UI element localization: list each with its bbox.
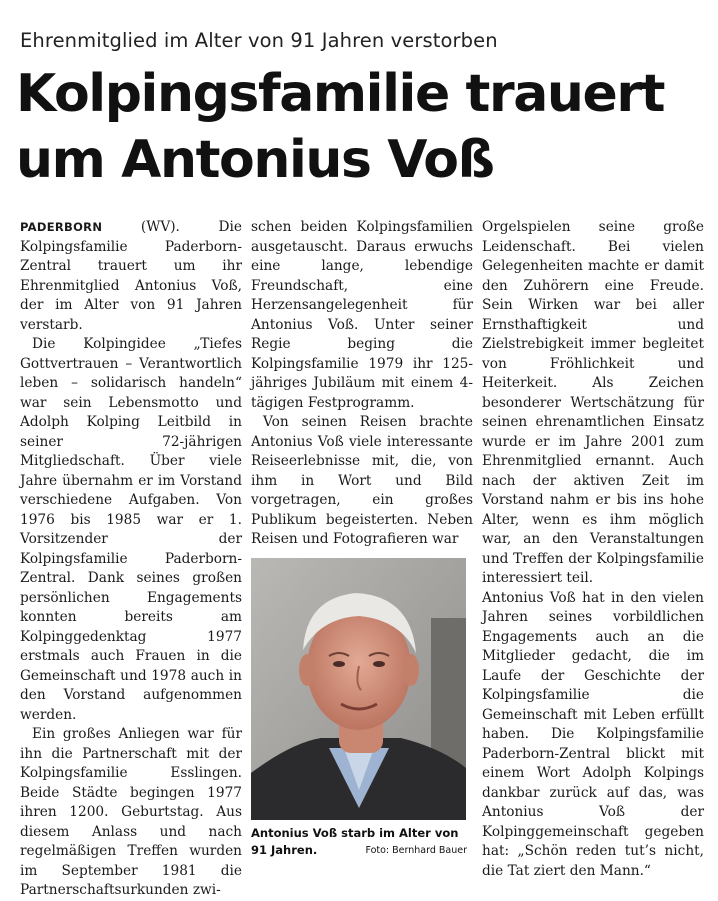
paragraph: Von seinen Reisen brachte Antonius Voß viele interessante Reiseerlebnisse mit, die, von ihm in Wort und Bild vorgetragen, ein großes Publikum begeisterten. Neben Reisen und Fotografieren war <box>251 414 473 547</box>
paragraph: Ein großes Anliegen war für ihn die Partnerschaft mit der Kolpingsfamilie Esslingen. Beide Städte begingen 1977 ihren 1200. Geburtstag. Aus diesem Anlass und nach regelmäßigen Treffen wurden im September 1981 die Partnerschaftsurkunden zwi- <box>20 726 242 898</box>
paragraph-text: (WV). Die Kolpingsfamilie Paderborn-Zentral trauert um ihr Ehrenmitglied Antonius Voß, der im Alter von 91 Jahren verstarb. <box>20 219 242 333</box>
headline-line-1: Kolpingsfamilie trauert <box>16 64 665 124</box>
dateline: PADERBORN <box>20 220 103 234</box>
paragraph: Die Kolpingidee „Tiefes Gottvertrauen – Verantwortlich leben – solidarisch handeln“ war sein Lebensmotto und Adolph Kolping Leitbild in seiner 72-jährigen Mitgliedschaft. Über viele Jahre übernahm er im Vorstand verschiedene Aufgaben. Von 1976 bis 1985 war er 1. Vorsitzender der Kolpingsfamilie Paderborn-Zentral. Dank seines großen persönlichen Engagements konnten bereits am Kolpinggedenktag 1977 erstmals auch Frauen in die Gemeinschaft und 1978 auch in den Vorstand aufgenommen werden. <box>20 336 242 723</box>
photo-caption <box>251 825 469 859</box>
paragraph: Orgelspielen seine große Leidenschaft. Bei vielen Gelegenheiten machte er damit den Zuhörern eine Freude. Sein Wirken war bei aller Ernsthaftigkeit und Zielstrebigkeit immer begleitet von Fröhlichkeit und Heiterkeit. Als Zeichen besonderer Wertschätzung für seinen ehrenamtlichen Einsatz wurde er im Jahre 2001 zum Ehrenmitglied ernannt. Auch nach der aktiven Zeit im Vorstand nahm er bis ins hohe Alter, wenn es ihm möglich war, an den Veranstaltungen und Treffen der Kolpingsfamilie interessiert teil. <box>482 219 704 586</box>
headline-line-2: um Antonius Voß <box>16 130 494 190</box>
photo-credit: Foto: Bernhard Bauer <box>365 845 467 856</box>
portrait-illustration <box>251 558 466 820</box>
article-column-1 <box>20 218 242 901</box>
article-column-2 <box>251 218 473 550</box>
article-kicker: Ehrenmitglied im Alter von 91 Jahren verstorben <box>20 29 498 52</box>
paragraph: schen beiden Kolpingsfamilien ausgetauscht. Daraus erwuchs eine lange, lebendige Freundschaft, eine Herzensangelegenheit für Antonius Voß. Unter seiner Regie beging die Kolpingsfamilie 1979 ihr 125-jähriges Jubiläum mit einem 4-tägigen Festprogramm. <box>251 219 473 411</box>
portrait-photo <box>251 558 466 820</box>
article-column-3 <box>482 218 704 881</box>
photo-caption-text: Antonius Voß starb im Alter von 91 Jahren. <box>251 826 459 857</box>
paragraph <box>20 218 242 335</box>
paragraph: Antonius Voß hat in den vielen Jahren seines vorbildlichen Engagements auch an die Mitglieder gedacht, die im Laufe der Geschichte der Kolpingsfamilie die Gemeinschaft mit Leben erfüllt haben. Die Kolpingsfamilie Paderborn-Zentral blickt mit einem Wort Adolph Kolpings dankbar zurück auf das, was Antonius Voß der Kolpinggemeinschaft gegeben hat: „Schön reden tut’s nicht, die Tat ziert den Mann.“ <box>482 589 704 879</box>
